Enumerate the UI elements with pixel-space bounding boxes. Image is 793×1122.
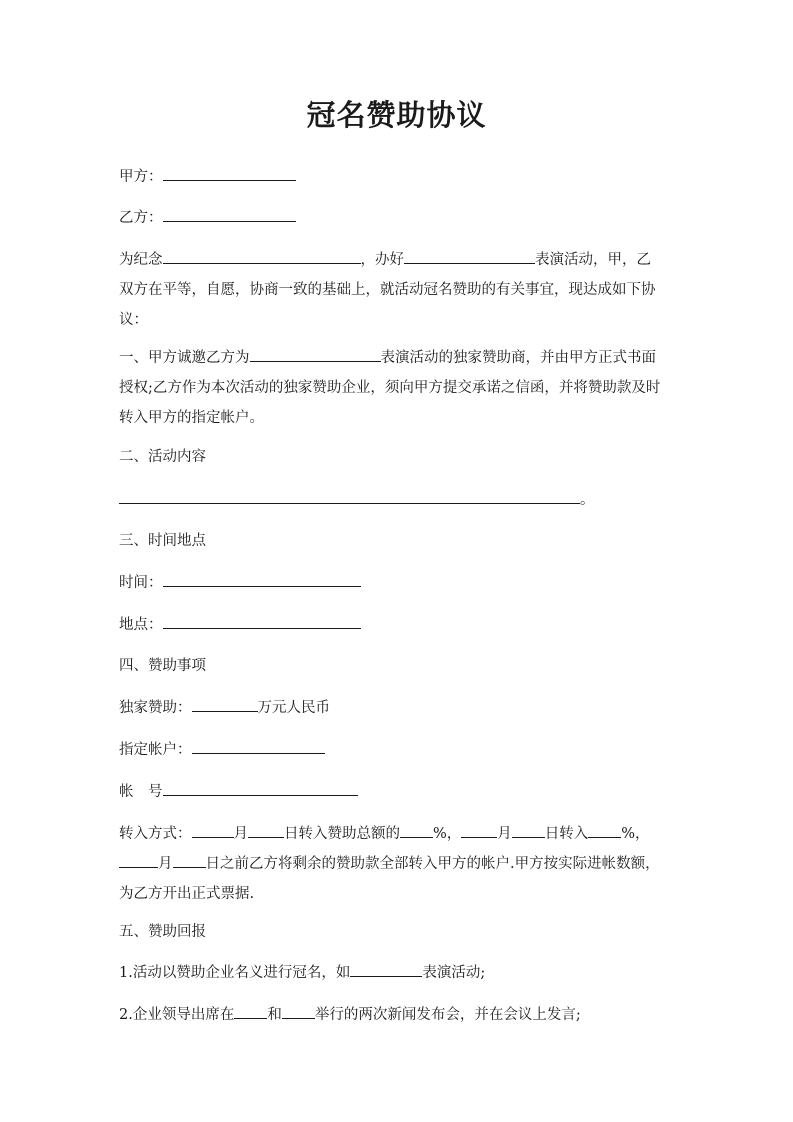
item-2-text-3: 举行的两次新闻发布会，并在会议上发言; — [314, 1007, 581, 1023]
party-b-line — [119, 203, 664, 233]
party-a-line — [119, 162, 664, 192]
account-label: 指定帐户： — [119, 742, 192, 758]
place-blank — [163, 612, 361, 629]
transfer-text-5: 月 — [497, 826, 512, 842]
clause-1-event-blank — [250, 345, 381, 362]
intro-text-1: 为纪念 — [119, 252, 163, 268]
section-4-heading: 四、赞助事项 — [119, 658, 206, 674]
amount-blank — [192, 695, 258, 712]
place-line — [119, 610, 664, 640]
sponsor-amount-line — [119, 693, 664, 723]
account-number-blank — [163, 779, 358, 796]
document-title: 冠名赞助协议 — [306, 98, 487, 132]
naming-blank — [350, 960, 422, 977]
transfer-percent-2-blank — [588, 821, 621, 838]
party-a-blank — [163, 164, 296, 181]
item-1-text-1: 1.活动以赞助企业名义进行冠名，如 — [119, 965, 351, 981]
intro-text-2: ，办好 — [360, 252, 404, 268]
sponsor-label: 独家赞助： — [119, 700, 192, 716]
time-blank — [163, 570, 361, 587]
venue-2-blank — [282, 1002, 315, 1019]
clause-1-text-2: 表演活动的独家赞助商，并由甲方正式书面授权;乙方作为本次活动的独家赞助企业，须向甲方提交承诺之信函，并将赞助款及时转入甲方的指定帐户。 — [119, 350, 661, 426]
transfer-text-2: 月 — [233, 826, 248, 842]
intro-text-3: 表演活动，甲，乙双方在平等，自愿，协商一致的基础上，就活动冠名赞助的有关事宜，现达成如下协议： — [119, 252, 656, 328]
event-blank — [404, 247, 535, 264]
account-number-label: 帐 号 — [119, 784, 163, 800]
transfer-month-3-blank — [119, 851, 158, 868]
transfer-text-6: 日转入 — [544, 826, 589, 842]
party-b-blank — [163, 205, 296, 222]
transfer-month-1-blank — [192, 821, 234, 838]
currency-text: 万元人民币 — [257, 700, 330, 716]
transfer-text-1: 转入方式： — [119, 826, 192, 842]
transfer-day-2-blank — [512, 821, 545, 838]
section-2-heading: 二、活动内容 — [119, 449, 206, 465]
reward-item-2 — [119, 1000, 664, 1030]
party-b-label: 乙方： — [119, 210, 163, 226]
content-blank — [119, 487, 580, 504]
section-5-heading: 五、赞助回报 — [119, 924, 206, 940]
item-2-text-2: 和 — [267, 1007, 282, 1023]
transfer-text-3: 日转入赞助总额的 — [284, 826, 400, 842]
clause-1-text-1: 一、甲方诚邀乙方为 — [119, 350, 250, 366]
transfer-paragraph — [119, 819, 664, 909]
party-a-label: 甲方： — [119, 169, 163, 185]
transfer-text-4: %， — [433, 826, 462, 842]
transfer-text-8: 月 — [158, 856, 173, 872]
time-label: 时间： — [119, 575, 163, 591]
clause-1-paragraph — [119, 343, 664, 433]
transfer-day-1-blank — [248, 821, 284, 838]
venue-1-blank — [234, 1002, 267, 1019]
commemorate-blank — [163, 247, 361, 264]
transfer-day-3-blank — [173, 851, 206, 868]
transfer-text-9: 日之前乙方将剩余的赞助款全部转入甲方的帐户.甲方按实际进帐数额，为乙方开出正式票据. — [119, 856, 660, 902]
account-number-line — [119, 777, 664, 807]
item-1-text-2: 表演活动; — [422, 965, 486, 981]
transfer-month-2-blank — [461, 821, 497, 838]
account-blank — [192, 737, 325, 754]
item-2-text-1: 2.企业领导出席在 — [119, 1007, 235, 1023]
transfer-percent-1-blank — [400, 821, 433, 838]
reward-item-1 — [119, 958, 664, 988]
time-line — [119, 568, 664, 598]
transfer-text-7: %， — [621, 826, 650, 842]
content-end-mark: 。 — [580, 492, 595, 508]
intro-paragraph — [119, 245, 664, 335]
account-line — [119, 735, 664, 765]
place-label: 地点： — [119, 617, 163, 633]
content-line — [119, 485, 664, 515]
section-3-heading: 三、时间地点 — [119, 533, 206, 549]
